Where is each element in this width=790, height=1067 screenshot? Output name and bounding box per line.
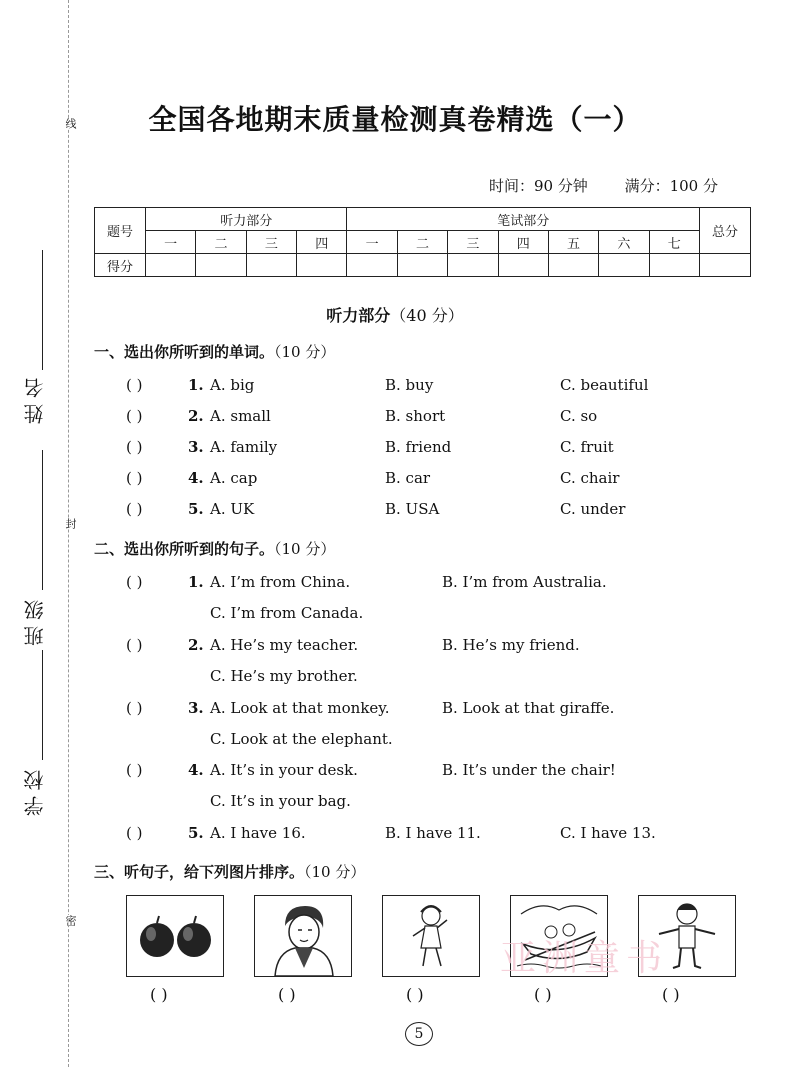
question-number: 1. — [188, 573, 204, 591]
listening-col: 三 — [246, 231, 296, 254]
option-a: A. I’m from China. — [210, 573, 351, 591]
option-b: B. I have 11. — [385, 824, 481, 842]
margin-mark-feng: 封 — [64, 518, 77, 529]
question-number: 3. — [188, 699, 204, 717]
option-a: A. I have 16. — [210, 824, 306, 842]
part2-title — [94, 538, 335, 559]
header-question: 题号 — [95, 208, 146, 254]
part3-title-text: 三、听句子，给下列图片排序。 — [94, 863, 305, 881]
writing-col: 五 — [548, 231, 598, 254]
option-a: A. UK — [210, 500, 255, 518]
listening-col: 二 — [196, 231, 246, 254]
option-b: B. car — [385, 469, 431, 487]
binding-line — [68, 0, 69, 1067]
score-cell[interactable] — [649, 254, 699, 277]
score-cell[interactable] — [448, 254, 498, 277]
part1-points: （10 分） — [274, 343, 336, 361]
option-b: B. USA — [385, 500, 440, 518]
writing-col: 一 — [347, 231, 397, 254]
writing-group-header: 笔试部分 — [347, 208, 700, 231]
score-row-label: 得分 — [95, 254, 146, 277]
answer-blank[interactable]: ( ) — [126, 407, 143, 425]
class-field-label: 班级 — [23, 594, 47, 646]
section-title — [0, 303, 790, 326]
answer-blank[interactable]: ( ) — [126, 469, 143, 487]
writing-col: 六 — [599, 231, 649, 254]
listening-group-header: 听力部分 — [146, 208, 347, 231]
option-c: C. He’s my brother. — [210, 667, 358, 685]
page-title: 全国各地期末质量检测真卷精选（一） — [148, 103, 642, 136]
option-b: B. buy — [385, 376, 434, 394]
part3-points: （10 分） — [304, 863, 366, 881]
old-woman-picture — [254, 895, 352, 977]
option-c: C. Look at the elephant. — [210, 730, 393, 748]
option-a: A. It’s in your desk. — [210, 761, 358, 779]
school-field-label: 学校 — [23, 764, 47, 816]
option-b: B. It’s under the chair! — [442, 761, 616, 779]
option-b: B. Look at that giraffe. — [442, 699, 615, 717]
writing-col: 三 — [448, 231, 498, 254]
writing-col: 二 — [397, 231, 447, 254]
score-cell-total[interactable] — [700, 254, 751, 277]
answer-blank[interactable]: ( ) — [126, 761, 143, 779]
part1-title-text: 一、选出你所听到的单词。 — [94, 343, 275, 361]
section-name: 听力部分 — [326, 306, 391, 325]
answer-blank[interactable]: ( ) — [126, 376, 143, 394]
score-cell[interactable] — [498, 254, 548, 277]
question-number: 2. — [188, 407, 204, 425]
question-number: 1. — [188, 376, 204, 394]
option-a: A. small — [210, 407, 271, 425]
question-number: 2. — [188, 636, 204, 654]
listening-col: 四 — [297, 231, 347, 254]
exam-time: 时间：90 分钟 — [488, 177, 588, 195]
score-cell[interactable] — [599, 254, 649, 277]
answer-blank[interactable]: ( ) — [126, 573, 143, 591]
picture-answer-blank[interactable]: ( ) — [662, 985, 680, 1004]
writing-col: 四 — [498, 231, 548, 254]
score-cell[interactable] — [397, 254, 447, 277]
part1-title — [94, 341, 335, 362]
score-cell[interactable] — [548, 254, 598, 277]
answer-blank[interactable]: ( ) — [126, 699, 143, 717]
option-c: C. I have 13. — [560, 824, 656, 842]
score-cell[interactable] — [297, 254, 347, 277]
answer-blank[interactable]: ( ) — [126, 824, 143, 842]
option-c: C. chair — [560, 469, 620, 487]
class-field-line[interactable] — [42, 450, 43, 590]
writing-col: 七 — [649, 231, 699, 254]
question-number: 5. — [188, 500, 204, 518]
option-a: A. big — [210, 376, 255, 394]
option-c: C. It’s in your bag. — [210, 792, 351, 810]
school-field-line[interactable] — [42, 650, 43, 760]
part2-title-text: 二、选出你所听到的句子。 — [94, 540, 275, 558]
option-a: A. Look at that monkey. — [210, 699, 390, 717]
picture-answer-blank[interactable]: ( ) — [534, 985, 552, 1004]
question-number: 4. — [188, 761, 204, 779]
answer-blank[interactable]: ( ) — [126, 636, 143, 654]
exam-meta — [457, 175, 718, 196]
answer-blank[interactable]: ( ) — [126, 500, 143, 518]
score-cell[interactable] — [246, 254, 296, 277]
score-cell[interactable] — [146, 254, 196, 277]
girl-picture — [382, 895, 480, 977]
option-c: C. I’m from Canada. — [210, 604, 364, 622]
picture-answer-blank[interactable]: ( ) — [278, 985, 296, 1004]
question-number: 4. — [188, 469, 204, 487]
total-header: 总分 — [700, 208, 751, 254]
option-c: C. under — [560, 500, 626, 518]
option-c: C. so — [560, 407, 598, 425]
question-number: 5. — [188, 824, 204, 842]
option-b: B. short — [385, 407, 446, 425]
question-number: 3. — [188, 438, 204, 456]
option-b: B. I’m from Australia. — [442, 573, 607, 591]
name-field-label: 姓名 — [23, 372, 47, 424]
answer-blank[interactable]: ( ) — [126, 438, 143, 456]
option-c: C. fruit — [560, 438, 614, 456]
score-cell[interactable] — [347, 254, 397, 277]
exam-full-score: 满分：100 分 — [624, 177, 718, 195]
option-a: A. He’s my teacher. — [210, 636, 359, 654]
picture-answer-blank[interactable]: ( ) — [406, 985, 424, 1004]
score-cell[interactable] — [196, 254, 246, 277]
score-table — [94, 207, 751, 277]
page-number: 5 — [405, 1022, 433, 1046]
apples-picture — [126, 895, 224, 977]
margin-mark-mi: 密 — [64, 915, 77, 926]
part2-points: （10 分） — [274, 540, 336, 558]
option-c: C. beautiful — [560, 376, 649, 394]
option-a: A. family — [210, 438, 278, 456]
margin-mark-xian: 线 — [64, 118, 77, 129]
listening-col: 一 — [146, 231, 196, 254]
watermark: 亚洲童书 — [500, 938, 669, 979]
option-a: A. cap — [210, 469, 258, 487]
part3-title — [94, 861, 365, 882]
option-b: B. friend — [385, 438, 452, 456]
option-b: B. He’s my friend. — [442, 636, 580, 654]
section-points: （40 分） — [390, 306, 464, 325]
picture-answer-blank[interactable]: ( ) — [150, 985, 168, 1004]
